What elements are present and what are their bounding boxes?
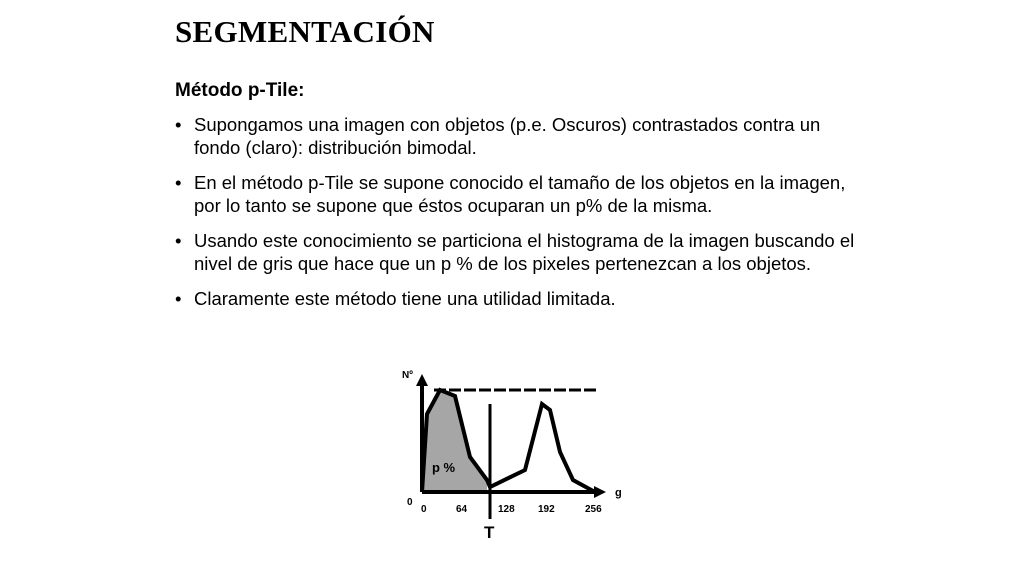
histogram-figure: [390, 362, 640, 547]
bullet-item: • Supongamos una imagen con objetos (p.e. Oscuros) contrastados contra un fondo (claro): distribución bimodal.: [175, 113, 865, 159]
origin-label: 0: [407, 497, 413, 508]
x-tick-label: 256: [585, 504, 602, 515]
x-axis-arrow-icon: [594, 486, 606, 498]
shaded-region-label: p %: [432, 460, 456, 475]
threshold-label: T: [484, 523, 495, 542]
slide-title: SEGMENTACIÓN: [175, 14, 435, 49]
x-tick-label: 128: [498, 504, 515, 515]
x-axis-label: g: [615, 487, 622, 499]
bullet-item: • Claramente este método tiene una utilidad limitada.: [175, 287, 865, 310]
x-tick-label: 64: [456, 504, 468, 515]
y-axis-arrow-icon: [416, 374, 428, 386]
bullet-item: • En el método p-Tile se supone conocido el tamaño de los objetos en la imagen, por lo tanto se supone que éstos ocuparan un p% de la misma.: [175, 171, 865, 217]
x-tick-label: 192: [538, 504, 555, 515]
bullet-item: • Usando este conocimiento se particiona el histograma de la imagen buscando el nivel de gris que hace que un p % de los pixeles pertenezcan a los objetos.: [175, 229, 865, 275]
method-heading: Método p-Tile:: [175, 80, 305, 101]
x-tick-label: 0: [421, 504, 427, 515]
bullet-list: [175, 113, 865, 322]
y-axis-label: Nº: [402, 370, 413, 381]
